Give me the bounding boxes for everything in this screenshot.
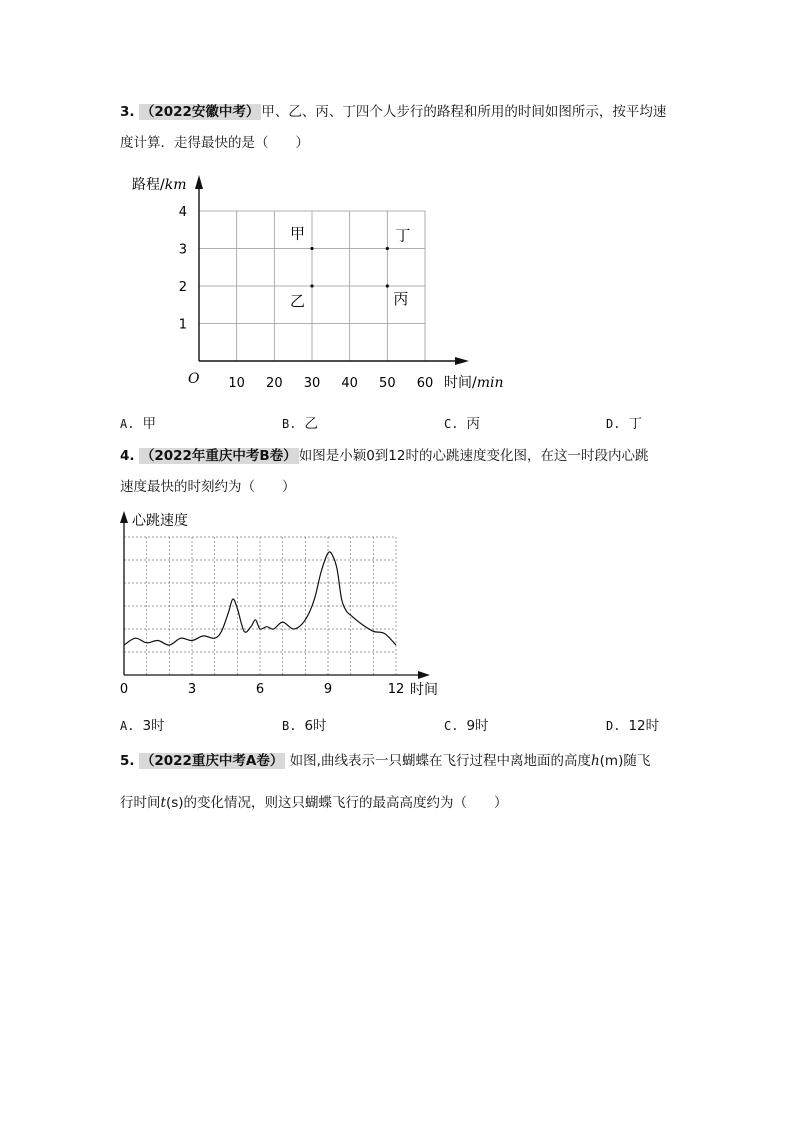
q4-y-axis-label: 心跳速度: [132, 513, 188, 529]
q3-point-label-3: 丙: [393, 290, 409, 308]
q4-y-axis-arrow: [120, 511, 128, 523]
q3-option-a[interactable]: A. 甲: [120, 416, 156, 432]
q3-axes: [195, 175, 469, 365]
q5-var-t: t: [160, 795, 166, 811]
q4-stem-line2: 速度最快的时刻约为（ ）: [120, 479, 296, 495]
q3-x-tick-40: 40: [341, 376, 358, 391]
q3-x-tick-20: 20: [266, 376, 283, 391]
q3-x-axis-arrow: [455, 357, 469, 365]
q3-x-tick-10: 10: [228, 376, 245, 391]
q4-x-tick-0: 0: [119, 682, 129, 697]
q4-x-axis-arrow: [418, 671, 430, 679]
q4-option-d[interactable]: D. 12时: [606, 718, 660, 734]
q3-point-label-0: 甲: [290, 224, 306, 243]
q3-option-c[interactable]: C. 丙: [444, 416, 480, 432]
q3-y-tick-1: 1: [178, 317, 187, 333]
q5-var-h: h: [590, 753, 600, 769]
q3-point-2: [386, 247, 389, 250]
q4-text-1: 如图是小颖0到12时的心跳速度变化图，在这一时段内心跳: [298, 448, 649, 464]
q3-stem-line2: 度计算．走得最快的是（ ）: [120, 135, 309, 151]
q4-x-tick-12: 12: [387, 682, 405, 697]
q3-source-tag: （2022安徽中考）: [140, 104, 260, 120]
q3-x-tick-50: 50: [379, 376, 396, 391]
q3-point-3: [386, 284, 389, 287]
q3-y-axis-label: 路程/km: [132, 177, 187, 193]
q5-text-2b: 的变化情况，则这只蝴蝶飞行的最高高度约为（ ）: [183, 795, 508, 811]
q3-stem-line1: [120, 102, 666, 122]
q3-y-tick-4: 4: [178, 205, 187, 220]
q5-text-1b: 随飞: [623, 753, 651, 769]
q4-heart-rate-chart: [110, 505, 450, 700]
q3-number: 3.: [120, 104, 135, 120]
q4-option-a[interactable]: A. 3时: [120, 718, 165, 734]
q5-number: 5.: [120, 753, 135, 769]
q4-x-tick-3: 3: [187, 682, 197, 697]
q3-point-1: [310, 284, 313, 287]
q4-tick-labels: [120, 682, 404, 697]
q3-point-label-1: 乙: [290, 292, 306, 310]
q4-option-b[interactable]: B. 6时: [282, 718, 327, 734]
q3-x-tick-30: 30: [303, 376, 321, 391]
q4-stem-line1: [120, 446, 648, 466]
q4-source-tag: （2022年重庆中考B卷）: [140, 448, 297, 464]
q4-option-c[interactable]: C. 9时: [444, 718, 489, 734]
q3-x-axis-label: 时间/min: [444, 375, 504, 391]
q5-source-tag: （2022重庆中考A卷）: [140, 753, 284, 769]
q3-point-0: [310, 247, 313, 250]
q5-stem-line1: [120, 751, 650, 771]
q3-y-tick-3: 3: [178, 242, 187, 258]
q4-x-tick-9: 9: [323, 682, 333, 697]
q5-stem-line2: [120, 793, 508, 813]
q3-x-tick-60: 60: [416, 376, 434, 391]
q4-x-axis-label: 时间: [410, 682, 438, 698]
q4-axes: [120, 511, 430, 679]
q4-grid: [124, 537, 396, 675]
q5-unit-s: (s): [165, 795, 184, 811]
q3-point-label-2: 丁: [395, 226, 411, 245]
q3-origin-label: O: [188, 371, 200, 387]
q3-option-b[interactable]: B. 乙: [282, 416, 318, 432]
q5-text-1a: 如图,曲线表示一只蝴蝶在飞行过程中离地面的高度: [289, 753, 591, 769]
q3-y-axis-arrow: [195, 175, 203, 189]
q3-text-1: 甲、乙、丙、丁四个人步行的路程和所用的时间如图所示，按平均速: [261, 104, 667, 120]
q3-points: [290, 225, 410, 311]
q5-unit-m: (m): [599, 753, 624, 769]
q3-y-tick-2: 2: [178, 280, 187, 295]
q3-option-d[interactable]: D. 丁: [606, 416, 642, 432]
q3-distance-time-chart: [120, 165, 520, 397]
q5-text-2a: 行时间: [120, 795, 161, 811]
q4-number: 4.: [120, 448, 135, 464]
q4-x-tick-6: 6: [255, 682, 265, 697]
